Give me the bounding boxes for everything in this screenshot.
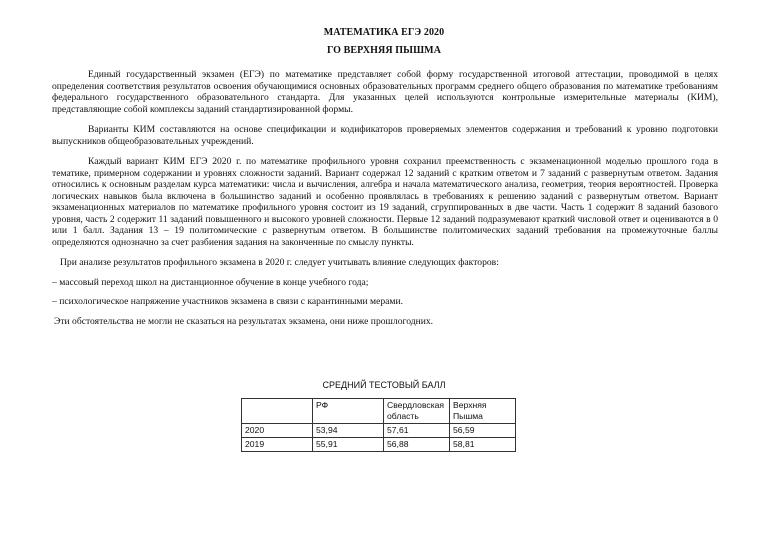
- table-header-cell: [242, 399, 313, 424]
- table-header-cell: Верхняя Пышма: [450, 399, 516, 424]
- table-title: СРЕДНИЙ ТЕСТОВЫЙ БАЛЛ: [322, 380, 446, 390]
- table-row: [242, 424, 516, 438]
- document-body: [52, 69, 718, 335]
- paragraph-factors-intro: При анализе результатов профильного экзамена в 2020 г. следует учитывать влияние следующих факторов:: [60, 257, 499, 268]
- paragraph-conclusion: Эти обстоятельства не могли не сказаться на результатах экзамена, они ниже прошлогодних.: [54, 315, 434, 327]
- table-cell-year: 2020: [242, 424, 313, 438]
- paragraph-intro: Единый государственный экзамен (ЕГЭ) по математике представляет собой форму государственной итоговой аттестации, проводимой в целях определения соответствия результатов освоения обучающимися основных образовательных программ среднего общего образования по математике требованиям федерального государственного образовательного стандарта. Для указанных целей используются контрольные измерительные материалы (КИМ), представляющие собой комплексы заданий стандартизированной формы.: [52, 69, 718, 115]
- table-row: [242, 438, 516, 452]
- paragraph-factor-distance: – массовый переход школ на дистанционное обучение в конце учебного года;: [52, 276, 369, 288]
- paragraph-factor-quarantine: – психологическое напряжение участников экзамена в связи с карантинными мерами.: [52, 296, 403, 307]
- document-title: МАТЕМАТИКА ЕГЭ 2020: [323, 27, 445, 38]
- paragraph-kim-variants: Варианты КИМ составляются на основе спецификации и кодификаторов проверяемых элементов содержания и требований к уровню подготовки выпускников общеобразовательных учреждений.: [52, 124, 718, 147]
- table-header-row: [242, 399, 516, 424]
- table-header-cell: Свердловская область: [384, 399, 450, 424]
- table-cell: 58,81: [450, 438, 516, 452]
- table-cell: 57,61: [384, 424, 450, 438]
- table-cell: 56,59: [450, 424, 516, 438]
- table-header-cell: РФ: [313, 399, 384, 424]
- scores-table: [241, 398, 516, 452]
- table-cell: 55,91: [313, 438, 384, 452]
- table-cell: 53,94: [313, 424, 384, 438]
- paragraph-kim-structure: Каждый вариант КИМ ЕГЭ 2020 г. по математике профильного уровня сохранил преемственность с экзаменационной моделью прошлого года в тематике, примерном содержании и уровнях сложности заданий. Вариант содержал 12 заданий с кратким ответом и 7 заданий с развернутым ответом. Задания относились к основным разделам курса математики: числа и вычисления, алгебра и начала математического анализа, геометрия, теория вероятностей. Проверка логических навыков была включена в большинство заданий и особенно проявлялась в требованиях к решению заданий с развернутым ответом. Вариант экзаменационных материалов по математике профильного уровня состоит из 19 заданий, сгруппированных в две части. Часть 1 содержит 8 заданий базового уровня, часть 2 содержит 11 заданий повышенного и высокого уровней сложности. Первые 12 заданий подразумевают краткий числовой ответ и оцениваются в 0 или 1 балл. Задания 13 – 19 политомические с развернутым ответом. В большинстве политомических заданий требования на промежуточные баллы определяются однозначно за счет разбиения задания на законченные по смыслу пункты.: [52, 156, 718, 248]
- table-cell: 56,88: [384, 438, 450, 452]
- document-subtitle: ГО ВЕРХНЯЯ ПЫШМА: [326, 45, 442, 56]
- table-cell-year: 2019: [242, 438, 313, 452]
